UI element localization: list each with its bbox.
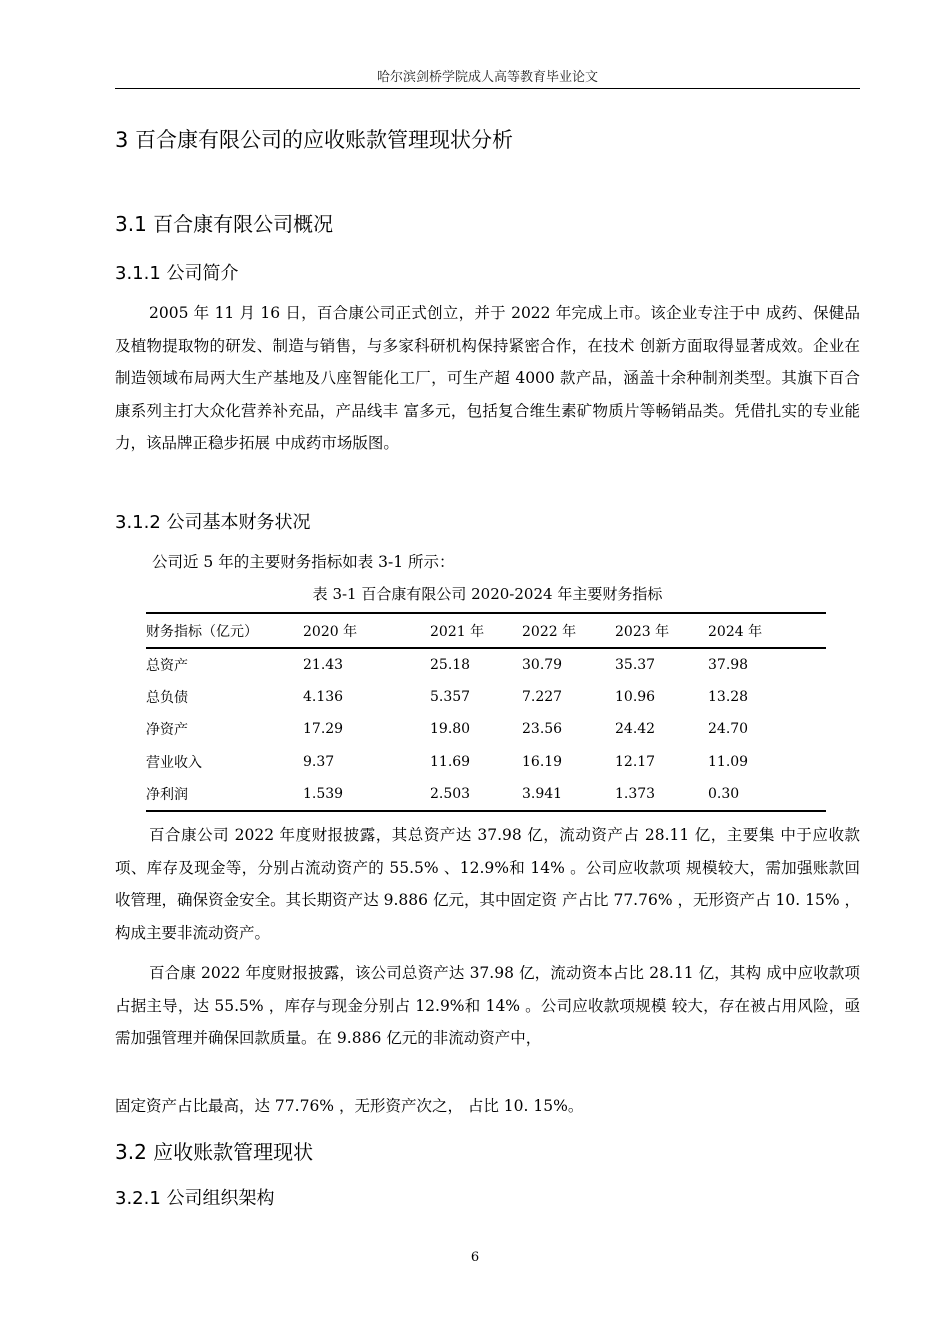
table-cell: 1.373 <box>615 778 708 811</box>
table-cell: 37.98 <box>708 656 749 673</box>
company-intro-paragraph: 2005 年 11 月 16 日，百合康公司正式创立，并于 2022 年完成上市。该企业专注于中 成药、保健品及植物提取物的研发、制造与销售，与多家科研机构保持紧密合作，在技术 创新方面取得显著成效。企业在制造领域布局两大生产基地及八座智能化工厂，可生产超 4000 款产品，涵盖十余种制剂类型。其旗下百合康系列主打大众化营养补充品，产品线丰 富多元，包括复合维生素矿物质片等畅销品类。凭借扎实的专业能力，该品牌正稳步拓展 中成药市场版图。 <box>115 304 860 452</box>
financial-table <box>146 612 826 812</box>
table-cell: 24.70 <box>708 721 749 738</box>
table-caption: 表 3-1 百合康有限公司 2020-2024 年主要财务指标 <box>312 585 663 603</box>
section-3-1-2-title: 3.1.2 公司基本财务状况 <box>115 512 311 533</box>
table-cell: 净利润 <box>146 778 303 811</box>
table-header-cell: 2021 年 <box>430 613 522 648</box>
table-cell: 总负债 <box>146 689 188 706</box>
table-row <box>146 746 826 779</box>
table-cell: 12.17 <box>615 753 656 770</box>
running-header: 哈尔滨剑桥学院成人高等教育毕业论文 <box>376 70 598 85</box>
table-header-cell: 2024 年 <box>708 613 826 648</box>
financial-analysis-paragraph-1: 百合康公司 2022 年度财报披露，其总资产达 37.98 亿，流动资产占 28.11 亿，主要集 中于应收款项、库存及现金等，分别占流动资产的 55.5% 、12.9%和 14% 。公司应收款项 规模较大，需加强账款回收管理，确保资金安全。其长期资产达 9.886 亿元，其中固定资 产占比 77.76% ，无形资产占 10. 15% ，构成主要非流动资产。 <box>115 826 860 942</box>
table-header-cell: 2020 年 <box>303 613 430 648</box>
table-cell: 7.227 <box>522 688 563 705</box>
page-number: 6 <box>470 1250 480 1265</box>
section-3-2-title: 3.2 应收账款管理现状 <box>115 1140 314 1164</box>
table-header-cell: 财务指标（亿元） <box>146 613 303 648</box>
table-cell: 总资产 <box>146 657 188 674</box>
table-cell: 9.37 <box>303 753 335 770</box>
table-cell: 23.56 <box>522 721 563 738</box>
table-cell: 4.136 <box>303 688 344 705</box>
table-header-cell: 2022 年 <box>522 613 615 648</box>
table-lead-text: 公司近 5 年的主要财务指标如表 3-1 所示： <box>152 553 455 571</box>
chapter-title: 3 百合康有限公司的应收账款管理现状分析 <box>115 128 514 152</box>
table-cell: 24.42 <box>615 721 656 738</box>
table-row <box>146 681 826 714</box>
table-cell: 13.28 <box>708 688 749 705</box>
table-cell: 营业收入 <box>146 754 202 771</box>
table-header-row <box>146 613 826 648</box>
table-cell: 10.96 <box>615 688 656 705</box>
table-cell: 11.09 <box>708 753 749 770</box>
table-cell: 1.539 <box>303 778 430 811</box>
table-row <box>146 648 826 681</box>
section-3-1-1-title: 3.1.1 公司简介 <box>115 263 239 284</box>
table-header-cell: 2023 年 <box>615 613 708 648</box>
table-cell: 19.80 <box>430 721 471 738</box>
table-cell: 30.79 <box>522 656 563 673</box>
table-row <box>146 778 826 811</box>
table-cell: 净资产 <box>146 722 188 739</box>
section-3-1-title: 3.1 百合康有限公司概况 <box>115 212 334 236</box>
header-rule <box>115 88 860 89</box>
table-cell: 16.19 <box>522 753 563 770</box>
table-cell: 2.503 <box>430 778 522 811</box>
section-3-2-1-title: 3.2.1 公司组织架构 <box>115 1188 275 1209</box>
table-cell: 11.69 <box>430 753 471 770</box>
table-cell: 17.29 <box>303 721 344 738</box>
table-cell: 35.37 <box>615 656 656 673</box>
table-cell: 25.18 <box>430 656 471 673</box>
financial-analysis-paragraph-3: 固定资产占比最高，达 77.76% ，无形资产次之， 占比 10. 15%。 <box>115 1097 584 1115</box>
table-cell: 5.357 <box>430 688 471 705</box>
table-cell: 21.43 <box>303 656 344 673</box>
financial-analysis-paragraph-2: 百合康 2022 年度财报披露，该公司总资产达 37.98 亿，流动资本占比 28.11 亿，其构 成中应收款项占据主导，达 55.5% ，库存与现金分别占 12.9%和 14% 。公司应收款项规模 较大，存在被占用风险，亟需加强管理并确保回款质量。在 9.886 亿元的非流动资产中， <box>115 964 860 1047</box>
table-cell: 3.941 <box>522 778 615 811</box>
table-row <box>146 713 826 746</box>
table-cell: 0.30 <box>708 778 826 811</box>
